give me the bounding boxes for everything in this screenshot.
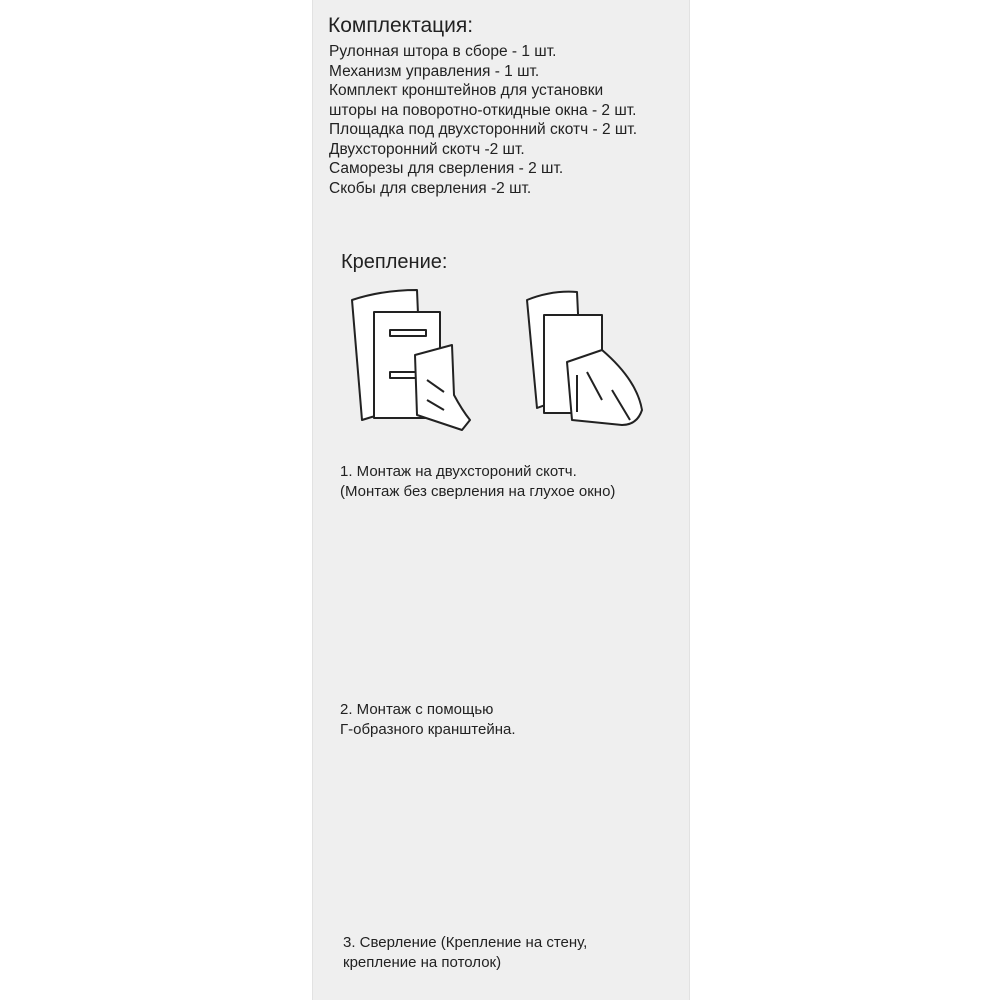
list-item: шторы на поворотно-откидные окна - 2 шт.	[329, 101, 637, 119]
contents-title: Комплектация:	[328, 14, 474, 37]
list-item: Рулонная штора в сборе - 1 шт.	[329, 43, 557, 60]
list-item: Комплект кронштейнов для установки	[329, 82, 604, 99]
list-item: Саморезы для сверления - 2 шт.	[329, 160, 564, 177]
list-item: Двухсторонний скотч -2 шт.	[329, 140, 525, 158]
step-3-caption: 3. Сверление (Крепление на стену, крепление на потолок)	[343, 934, 588, 971]
tape-mount-illustration-1	[352, 290, 470, 430]
list-item: Площадка под двухсторонний скотч - 2 шт.	[329, 121, 637, 138]
tape-mount-illustration-2	[527, 292, 642, 425]
mounting-title: Крепление:	[341, 251, 448, 273]
list-item: Скобы для сверления -2 шт.	[329, 179, 532, 197]
step-1-caption: 1. Монтаж на двухстороний скотч. (Монтаж без сверления на глухое окно)	[340, 463, 616, 500]
list-item: Механизм управления - 1 шт.	[329, 62, 540, 80]
step-2-caption: 2. Монтаж с помощью Г-образного кранштейна.	[340, 701, 516, 738]
